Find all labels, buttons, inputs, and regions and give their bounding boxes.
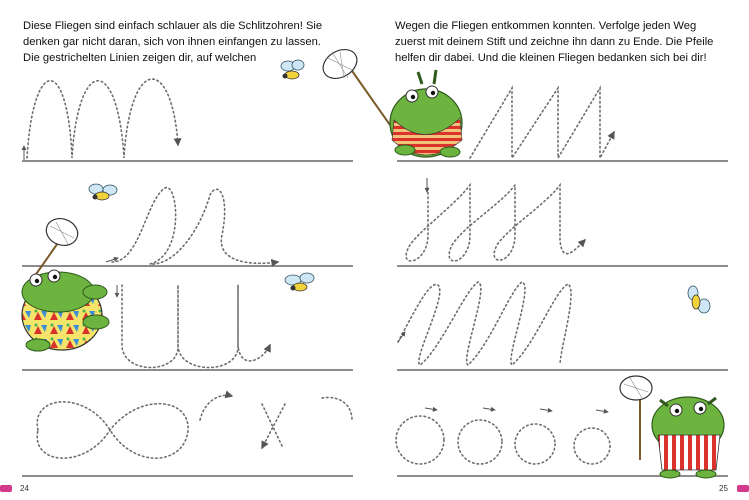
left-instruction-line-1: Diese Fliegen sind einfach schlauer als die Schlitzohren! Sie bbox=[23, 20, 323, 32]
trace-path-cross[interactable] bbox=[262, 404, 285, 448]
frog-illustration bbox=[22, 214, 109, 351]
trace-path-circles[interactable] bbox=[396, 416, 610, 464]
right-instruction-line-1: Wegen die Fliegen entkommen konnten. Verfolge jeden Weg bbox=[395, 20, 697, 32]
right-instruction-line-3: helfen dir dabei. Und die kleinen Fliegen bedanken sich bei dir! bbox=[395, 52, 707, 64]
trace-path-curve[interactable] bbox=[200, 395, 232, 420]
left-instruction-line-2: denken gar nicht daran, sich von ihnen einfangen zu lassen. bbox=[23, 36, 321, 48]
frog-illustration bbox=[318, 44, 462, 157]
trace-path-infinity[interactable] bbox=[37, 402, 188, 458]
trace-path-loops[interactable] bbox=[112, 188, 278, 265]
trace-path-slanted-loops[interactable] bbox=[398, 282, 571, 365]
trace-path-cups[interactable] bbox=[122, 285, 270, 368]
right-instruction-line-2: zuerst mit deinem Stift und zeichne ihn dann zu Ende. Die Pfeile bbox=[395, 36, 714, 48]
trace-path-hook[interactable] bbox=[322, 397, 352, 420]
writing-baselines bbox=[22, 161, 728, 476]
fly-icon bbox=[281, 60, 304, 79]
right-page-number: 25 bbox=[719, 484, 728, 493]
fly-icon bbox=[89, 184, 117, 200]
trace-path-arches[interactable] bbox=[27, 79, 178, 158]
trace-path-zigzag[interactable] bbox=[470, 88, 614, 158]
fly-icon bbox=[688, 286, 710, 313]
fly-icon bbox=[285, 273, 314, 291]
left-instruction-line-3: Die gestrichelten Linien zeigen dir, auf welchen bbox=[23, 52, 257, 64]
frog-illustration bbox=[620, 376, 724, 478]
trace-path-hanging-loops[interactable] bbox=[406, 185, 585, 261]
left-page-number: 24 bbox=[20, 484, 29, 493]
